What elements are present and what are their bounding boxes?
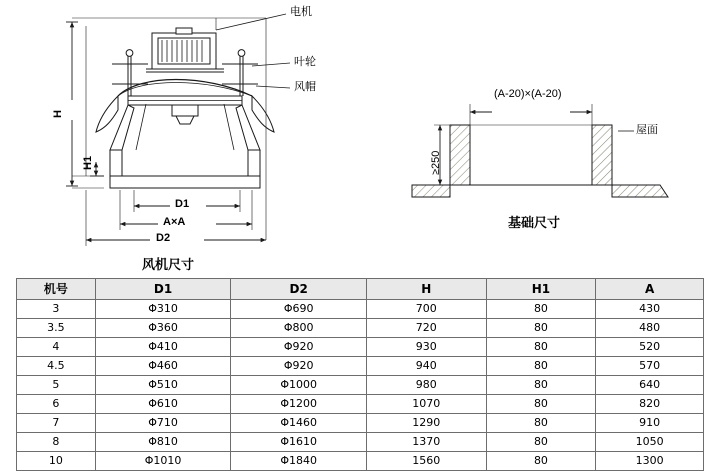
table-header-cell: A: [596, 279, 704, 300]
table-cell: 430: [596, 300, 704, 319]
table-row: [17, 433, 704, 452]
table-cell: Φ800: [231, 319, 367, 338]
table-row: [17, 319, 704, 338]
table-cell: 640: [596, 376, 704, 395]
table-cell: 480: [596, 319, 704, 338]
dimension-D1: D1: [175, 198, 190, 210]
table-cell: 570: [596, 357, 704, 376]
table-cell: 80: [486, 338, 596, 357]
table-cell: Φ690: [231, 300, 367, 319]
table-row: [17, 357, 704, 376]
right-view-title: 基础尺寸: [508, 216, 561, 231]
table-row: [17, 338, 704, 357]
table-cell: 80: [486, 376, 596, 395]
table-cell: 8: [17, 433, 96, 452]
table-cell: 1300: [596, 452, 704, 471]
table-cell: 80: [486, 357, 596, 376]
left-view-title: 风机尺寸: [142, 258, 195, 273]
table-cell: 7: [17, 414, 96, 433]
table-header-cell: 机号: [17, 279, 96, 300]
table-cell: Φ1200: [231, 395, 367, 414]
table-cell: 10: [17, 452, 96, 471]
table-cell: 80: [486, 433, 596, 452]
table-cell: 520: [596, 338, 704, 357]
table-cell: 4.5: [17, 357, 96, 376]
callout-motor: 电机: [290, 5, 312, 18]
table-cell: 5: [17, 376, 96, 395]
dimension-D2: D2: [156, 232, 171, 244]
dimension-H1: H1: [82, 155, 94, 170]
table-cell: 6: [17, 395, 96, 414]
table-header-cell: H: [366, 279, 486, 300]
table-row: [17, 300, 704, 319]
table-row: [17, 395, 704, 414]
table-cell: 930: [366, 338, 486, 357]
table-cell: 3: [17, 300, 96, 319]
callout-impeller: 叶轮: [294, 55, 316, 68]
table-cell: 80: [486, 395, 596, 414]
table-cell: 1050: [596, 433, 704, 452]
table-cell: Φ310: [95, 300, 231, 319]
table-cell: 3.5: [17, 319, 96, 338]
spec-table: [16, 278, 704, 471]
table-cell: Φ1010: [95, 452, 231, 471]
callout-roof: 屋面: [636, 123, 658, 136]
table-cell: 910: [596, 414, 704, 433]
table-cell: Φ810: [95, 433, 231, 452]
table-cell: Φ610: [95, 395, 231, 414]
table-header-cell: D2: [231, 279, 367, 300]
table-cell: Φ1840: [231, 452, 367, 471]
dimension-H: H: [52, 110, 64, 118]
table-cell: Φ920: [231, 338, 367, 357]
table-cell: Φ710: [95, 414, 231, 433]
table-header-cell: H1: [486, 279, 596, 300]
table-cell: 80: [486, 300, 596, 319]
table-header-cell: D1: [95, 279, 231, 300]
table-cell: Φ510: [95, 376, 231, 395]
table-cell: 940: [366, 357, 486, 376]
table-cell: 80: [486, 319, 596, 338]
table-cell: 1290: [366, 414, 486, 433]
table-cell: Φ1610: [231, 433, 367, 452]
table-row: [17, 452, 704, 471]
dimension-opening: (A-20)×(A-20): [494, 88, 562, 100]
table-cell: 1560: [366, 452, 486, 471]
table-cell: 1370: [366, 433, 486, 452]
table-header-row: [17, 279, 704, 300]
dimension-min-height: ≥250: [430, 150, 442, 175]
callout-wind-cap: 风帽: [294, 80, 316, 93]
table-cell: 820: [596, 395, 704, 414]
table-cell: Φ920: [231, 357, 367, 376]
table-cell: 4: [17, 338, 96, 357]
table-cell: 720: [366, 319, 486, 338]
table-cell: 1070: [366, 395, 486, 414]
table-cell: Φ1000: [231, 376, 367, 395]
table-row: [17, 414, 704, 433]
table-cell: Φ410: [95, 338, 231, 357]
table-cell: Φ1460: [231, 414, 367, 433]
table-cell: 700: [366, 300, 486, 319]
table-cell: 80: [486, 452, 596, 471]
table-cell: 980: [366, 376, 486, 395]
table-row: [17, 376, 704, 395]
table-cell: Φ460: [95, 357, 231, 376]
table-cell: 80: [486, 414, 596, 433]
dimension-AxA: A×A: [163, 216, 186, 228]
table-cell: Φ360: [95, 319, 231, 338]
